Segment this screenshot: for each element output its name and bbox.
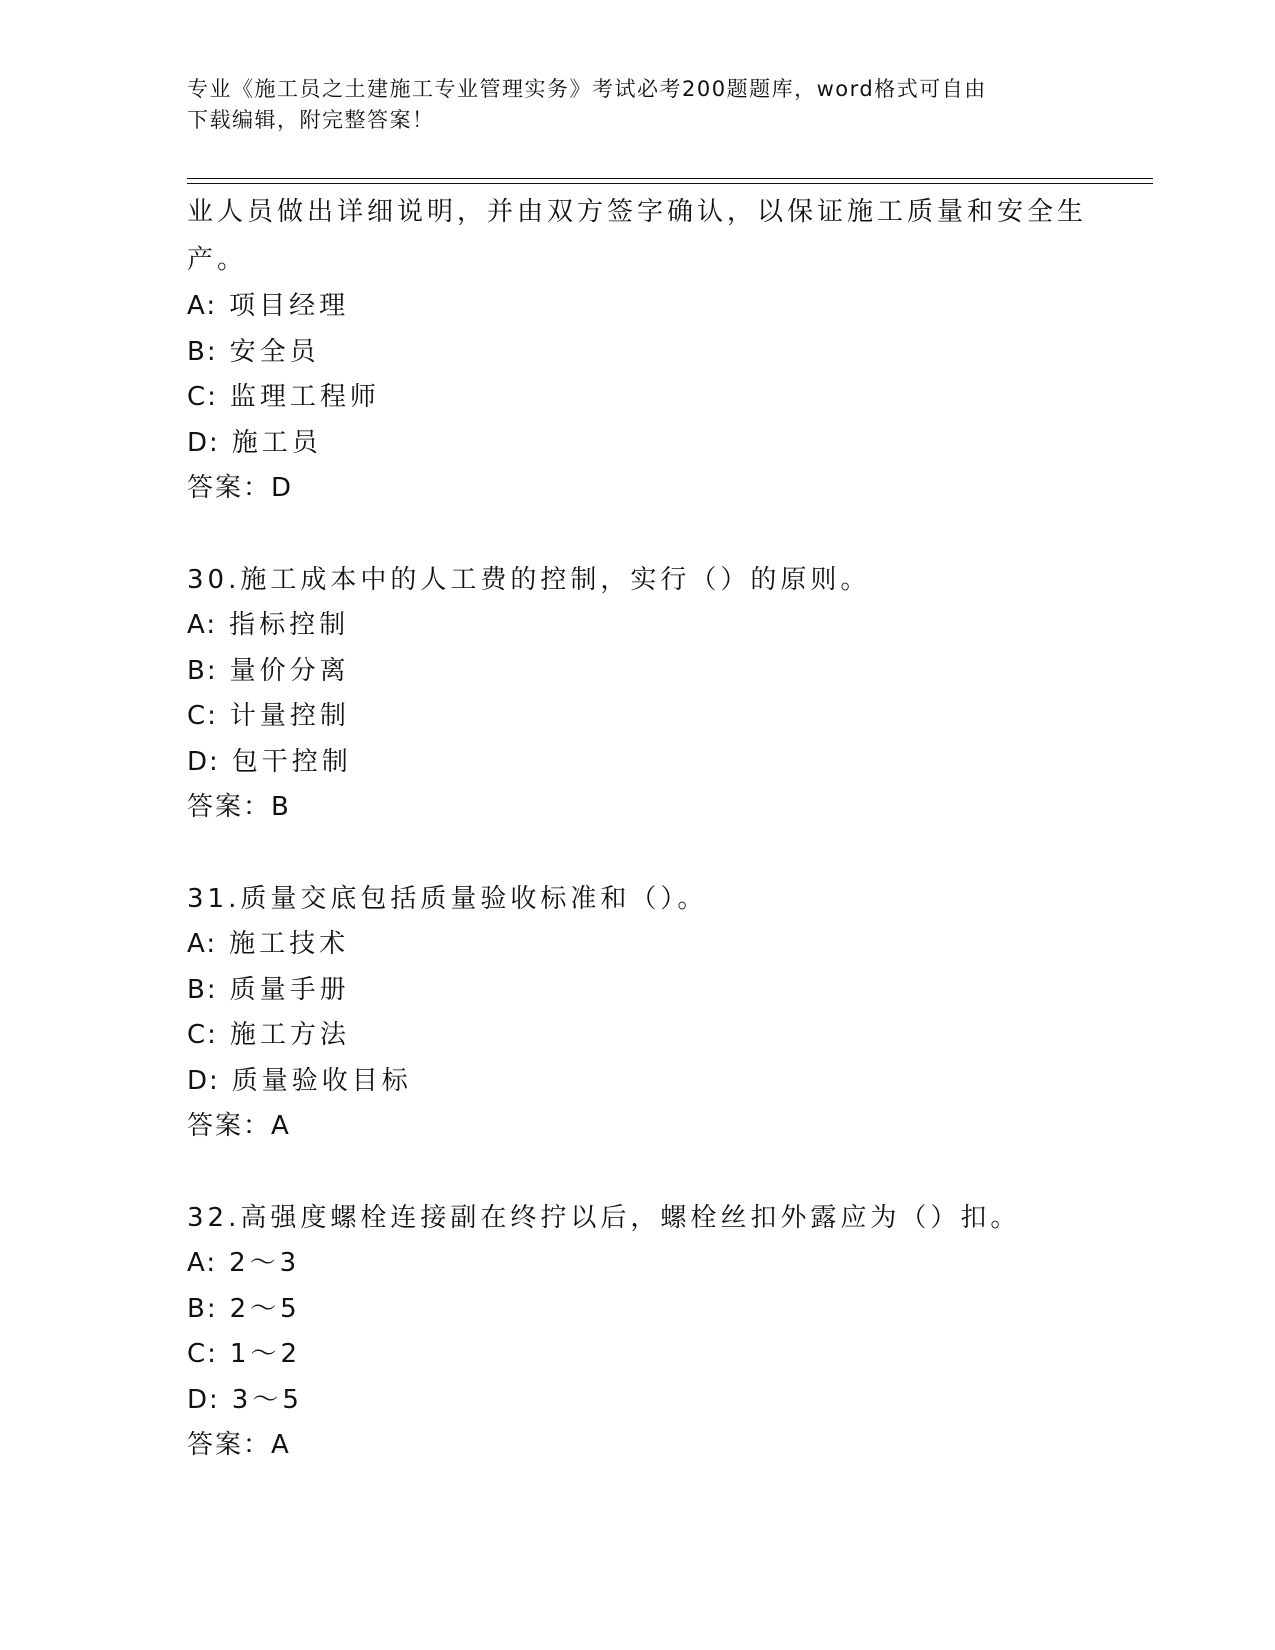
question-stem-continuation: 产。	[187, 245, 248, 275]
option-c	[187, 375, 1087, 421]
option-b	[187, 649, 1087, 695]
option-label: B:	[187, 336, 218, 367]
question-stem: 31.质量交底包括质量验收标准和（）。	[187, 883, 708, 914]
option-text: 监理工程师	[229, 382, 380, 412]
option-a	[187, 284, 1087, 330]
option-text: 施工员	[231, 427, 322, 458]
question-continuation	[187, 188, 1087, 512]
option-label: C:	[187, 1020, 218, 1050]
answer: 答案：B	[187, 792, 291, 822]
option-a	[187, 603, 1087, 649]
option-label: A:	[187, 610, 218, 640]
option-text: 施工技术	[229, 929, 350, 959]
option-c	[187, 1332, 1087, 1378]
header-title-line1: 专业《施工员之土建施工专业管理实务》考试必考200题题库，word格式可自由	[187, 77, 987, 101]
option-text: 3～5	[231, 1384, 303, 1415]
option-text: 量价分离	[229, 655, 350, 686]
option-c	[187, 1013, 1087, 1059]
header-title-line2: 下载编辑，附完整答案！	[187, 108, 435, 132]
option-label: B:	[187, 974, 218, 1005]
option-b	[187, 330, 1087, 376]
option-text: 2～5	[229, 1293, 301, 1324]
question-stem: 32.高强度螺栓连接副在终拧以后，螺栓丝扣外露应为（）扣。	[187, 1202, 1021, 1233]
question-30	[187, 558, 1087, 831]
option-label: B:	[187, 655, 218, 686]
question-31	[187, 877, 1087, 1150]
option-a	[187, 922, 1087, 968]
option-label: A:	[187, 291, 218, 321]
option-label: A:	[187, 1248, 218, 1278]
option-d	[187, 1059, 1087, 1105]
question-list	[187, 188, 1087, 1469]
option-b	[187, 1287, 1087, 1333]
option-label: C:	[187, 1339, 218, 1369]
option-c	[187, 694, 1087, 740]
option-label: D:	[187, 427, 220, 458]
option-label: D:	[187, 746, 220, 777]
option-text: 2～3	[229, 1248, 301, 1278]
option-d	[187, 1378, 1087, 1424]
question-32	[187, 1196, 1087, 1469]
option-label: C:	[187, 701, 218, 731]
question-stem: 30.施工成本中的人工费的控制，实行（）的原则。	[187, 564, 871, 595]
option-text: 计量控制	[229, 701, 350, 731]
option-label: A:	[187, 929, 218, 959]
question-stem-continuation: 业人员做出详细说明，并由双方签字确认，以保证施工质量和安全生	[187, 197, 1088, 227]
header-rule-bottom	[187, 183, 1153, 184]
option-text: 指标控制	[229, 610, 350, 640]
option-b	[187, 968, 1087, 1014]
option-text: 项目经理	[229, 291, 350, 321]
answer: 答案：D	[187, 473, 294, 503]
option-label: B:	[187, 1293, 218, 1324]
option-text: 安全员	[229, 336, 320, 367]
option-label: C:	[187, 382, 218, 412]
option-text: 质量验收目标	[231, 1065, 412, 1096]
option-d	[187, 421, 1087, 467]
answer: 答案：A	[187, 1111, 291, 1141]
document-header	[187, 74, 1067, 136]
option-text: 包干控制	[231, 746, 352, 777]
option-text: 施工方法	[229, 1020, 350, 1050]
option-label: D:	[187, 1065, 220, 1096]
option-text: 1～2	[229, 1339, 302, 1369]
option-d	[187, 740, 1087, 786]
option-label: D:	[187, 1384, 220, 1415]
option-a	[187, 1241, 1087, 1287]
header-rule-top	[187, 178, 1153, 179]
option-text: 质量手册	[229, 974, 350, 1005]
answer: 答案：A	[187, 1430, 291, 1460]
